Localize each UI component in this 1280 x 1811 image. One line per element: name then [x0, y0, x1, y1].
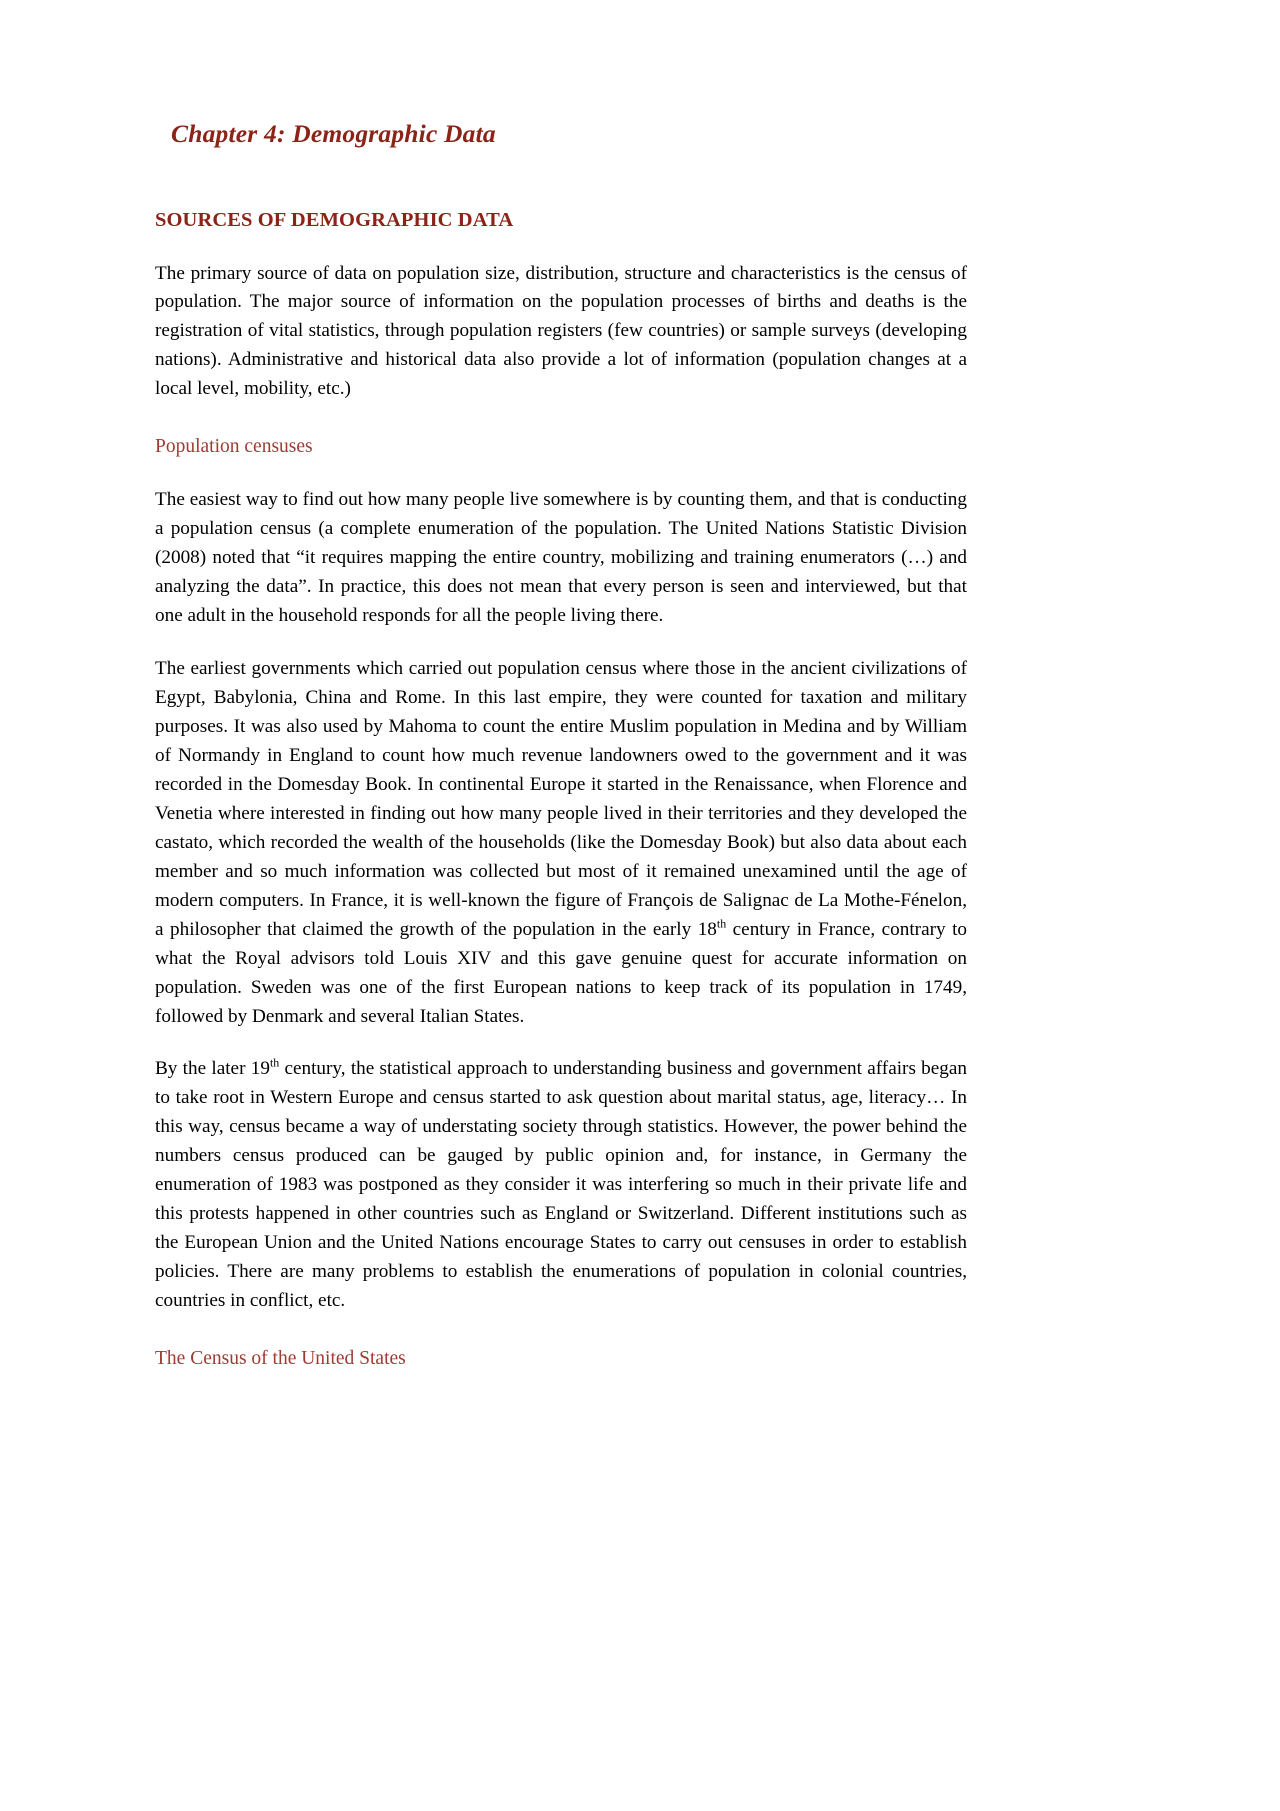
section-heading-sources-of-demographic-data: SOURCES OF DEMOGRAPHIC DATA	[155, 208, 514, 231]
paragraph-earliest-governments	[155, 655, 967, 1032]
paragraph-later-century-part-a: By the later 19	[155, 1058, 270, 1080]
ordinal-suffix-19th: th	[269, 1056, 280, 1071]
subheading-census-of-the-united-states: The Census of the United States	[155, 1348, 406, 1370]
document-content	[155, 118, 967, 1372]
subheading-population-censuses: Population censuses	[155, 436, 313, 458]
paragraph-easiest-way: The easiest way to find out how many people live somewhere is by counting them, and that is conducting a population census (a complete enumeration of the population. The United Nations Statistic Division (2008) noted that “it requires mapping the entire country, mobilizing and training enumerators (…) and analyzing the data”. In practice, this does not mean that every person is seen and interviewed, but that one adult in the household responds for all the people living there.	[155, 488, 967, 626]
paragraph-later-century-part-b: century, the statistical approach to understanding business and government affairs began to take root in Western Europe and census started to ask question about marital status, age, literacy… In this way, census became a way of understating society through statistics. However, the power behind the numbers census produced can be gauged by public opinion and, for instance, in Germany the enumeration of 1983 was postponed as they consider it was interfering so much in their private life and this protests happened in other countries such as England or Switzerland. Different institutions such as the European Union and the United Nations encourage States to carry out censuses in order to establish policies. There are many problems to establish the enumerations of population in colonial countries, countries in conflict, etc.	[155, 1058, 967, 1312]
paragraph-earliest-governments-part-b: century in France, contrary to what the Royal advisors told Louis XIV and this gave genuine quest for accurate information on population. Sweden was one of the first European nations to keep track of its population in 1749, followed by Denmark and several Italian States.	[155, 918, 968, 1027]
paragraph-earliest-governments-part-a: The earliest governments which carried out population census where those in the ancient civilizations of Egypt, Babylonia, China and Rome. In this last empire, they were counted for taxation and military purposes. It was also used by Mahoma to count the entire Muslim population in Medina and by William of Normandy in England to count how much revenue landowners owed to the government and it was recorded in the Domesday Book. In continental Europe it started in the Renaissance, when Florence and Venetia where interested in finding out how many people lived in their territories and they developed the castato, which recorded the wealth of the households (like the Domesday Book) but also data about each member and so much information was collected but most of it remained unexamined until the age of modern computers. In France, it is well-known the figure of François de Salignac de La Mothe-Fénelon, a philosopher that claimed the growth of the population in the early 18	[155, 657, 967, 940]
ordinal-suffix-18th: th	[716, 916, 727, 931]
page-title: Chapter 4: Demographic Data	[171, 119, 496, 148]
paragraph-intro: The primary source of data on population size, distribution, structure and characteristics is the census of population. The major source of information on the population processes of births and deaths is the registration of vital statistics, through population registers (few countries) or sample surveys (developing nations). Administrative and historical data also provide a lot of information (population changes at a local level, mobility, etc.)	[155, 262, 967, 400]
paragraph-later-19th-century	[155, 1055, 967, 1316]
